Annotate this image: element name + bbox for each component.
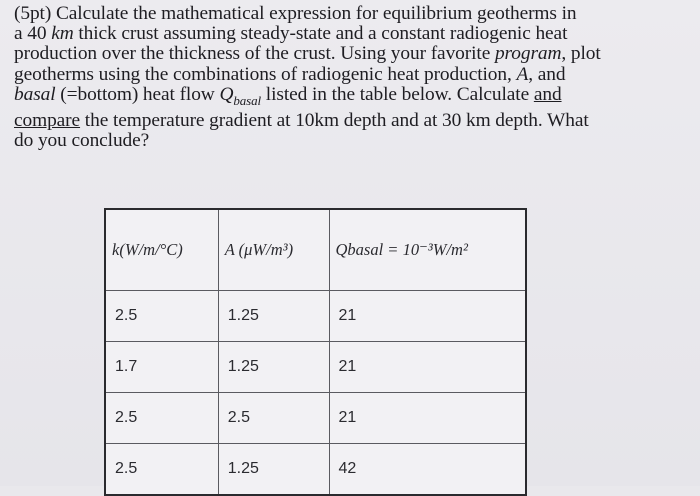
cell-q: 21 [329,393,526,444]
table-row [105,342,526,393]
problem-line-3: production over the thickness of the crust. Using your favorite program, plot [14,43,601,65]
cell-a: 1.25 [218,444,329,496]
problem-line-1: (5pt) Calculate the mathematical expression for equilibrium geotherms in [14,3,577,24]
cell-k: 2.5 [105,393,218,444]
header-heat-production: A (μW/m³) [218,209,329,291]
cell-k: 1.7 [105,342,218,393]
table-header-row [105,209,526,291]
cell-q: 42 [329,444,526,496]
table-row [105,444,526,496]
header-conductivity: k(W/m/°C) [105,209,218,291]
table-row [105,291,526,342]
problem-statement [14,4,690,151]
problem-line-7: do you conclude? [14,130,150,152]
cell-a: 2.5 [218,393,329,444]
cell-k: 2.5 [105,444,218,496]
problem-line-5: basal (=bottom) heat flow $Q_{basal}$ listed in the table below. Calculate and [14,83,562,108]
problem-line-2: a 40 km thick crust assuming steady-state and a constant radiogenic heat [14,23,568,45]
parameter-table [104,208,527,496]
cell-k: 2.5 [105,291,218,342]
cell-q: 21 [329,342,526,393]
problem-line-4: geotherms using the combinations of radiogenic heat production, A, and [14,63,566,85]
cell-a: 1.25 [218,342,329,393]
table-row [105,393,526,444]
parameter-table-wrapper [104,208,527,496]
cell-q: 21 [329,291,526,342]
problem-line-6: compare the temperature gradient at 10km depth and at 30 km depth. What [14,109,589,131]
cell-a: 1.25 [218,291,329,342]
header-basal-heat-flow: Qbasal = 10⁻³W/m² [329,209,526,291]
